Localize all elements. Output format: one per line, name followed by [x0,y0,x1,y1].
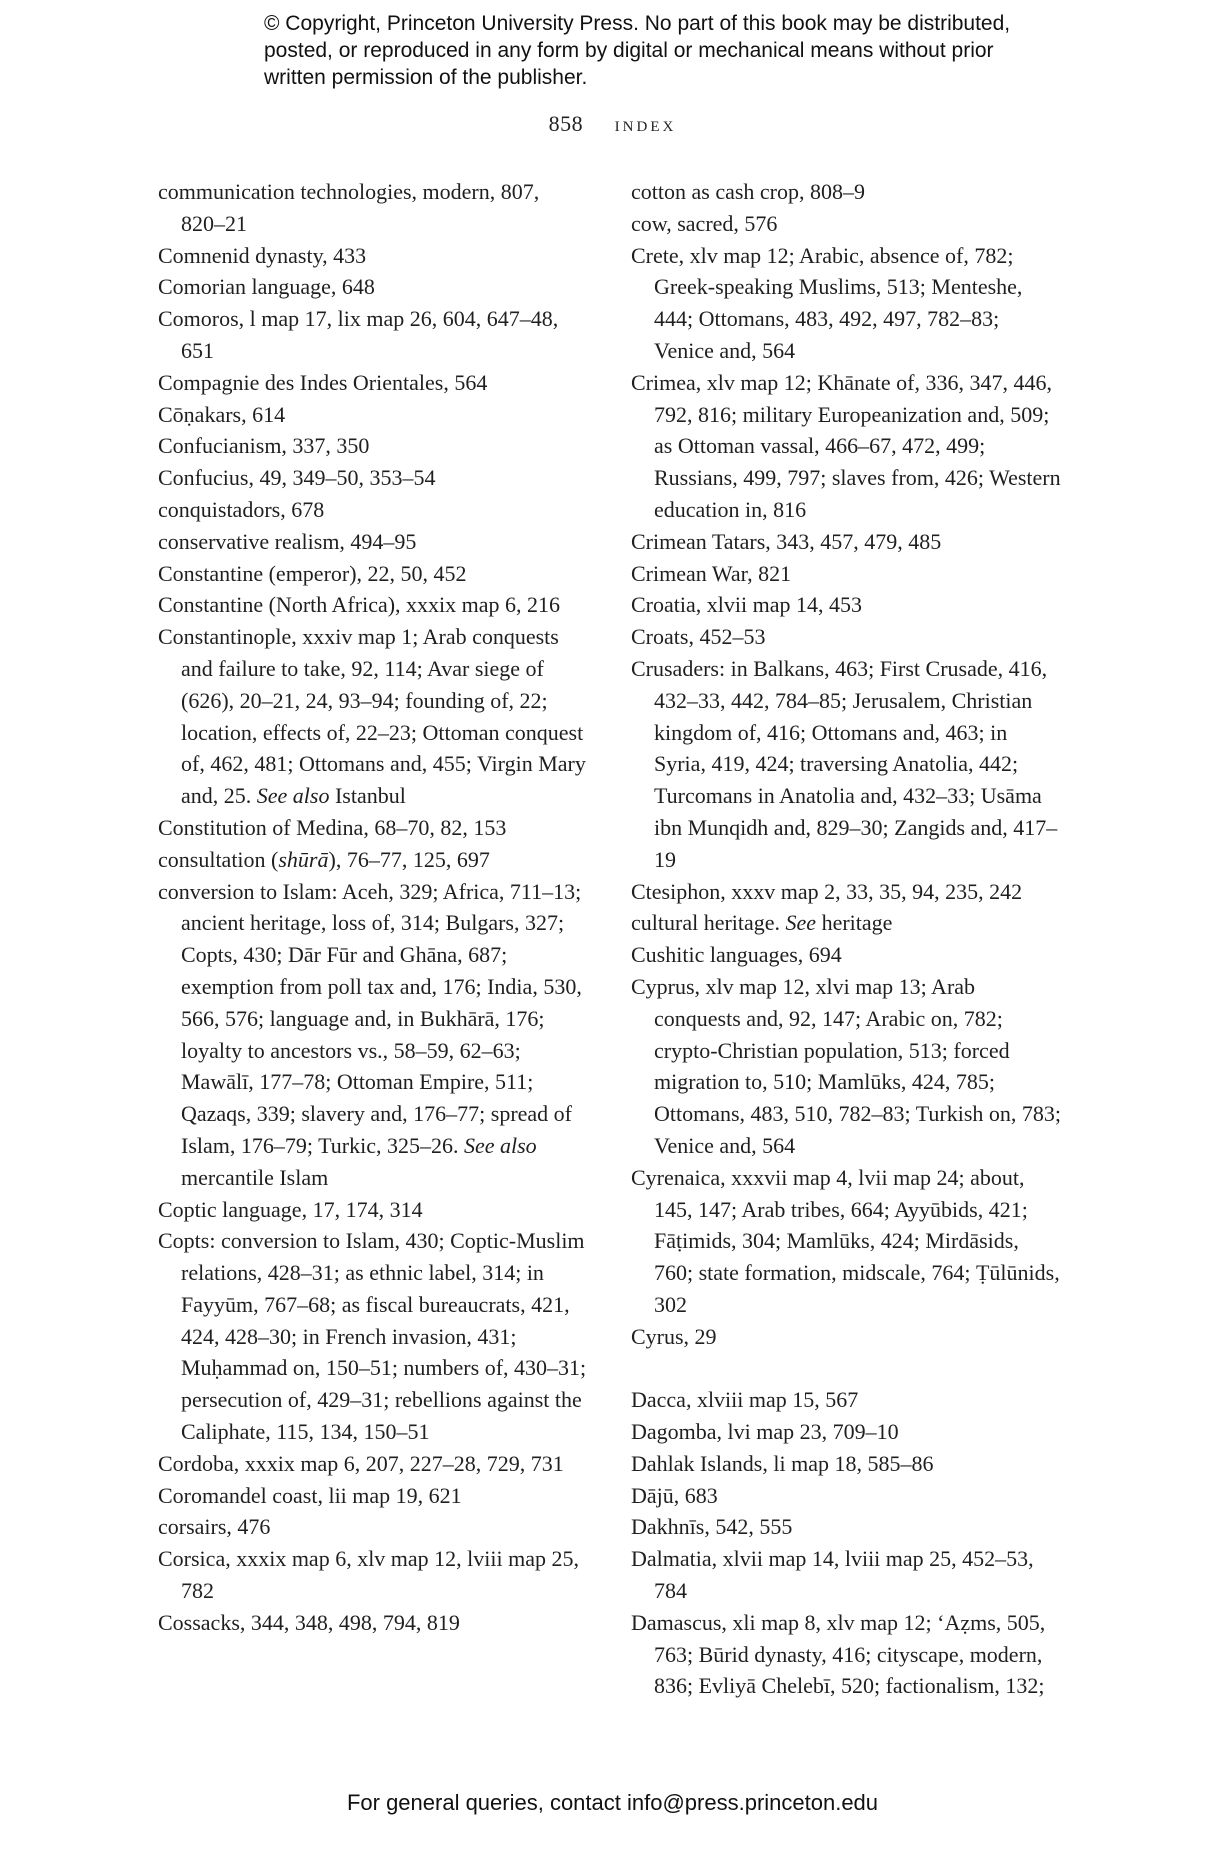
index-entry: Confucius, 49, 349–50, 353–54 [158,465,436,491]
index-entry: Crimea, xlv map 12; Khānate of, 336, 347, 446, 792, 816; military Europeanization and, 509; as Ottoman vassal, 466–67, 472, 499; Russians, 499, 797; slaves from, 426; Western education in, 816 [631,369,1061,522]
page-number: 858 [548,111,584,136]
index-entry: Cyrenaica, xxxvii map 4, lvii map 24; about, 145, 147; Arab tribes, 664; Ayyūbids, 421; Fāṭimids, 304; Mamlūks, 424; Mirdāsids, 760; state formation, midscale, 764; Ṭūlūnids, 302 [631,1164,1060,1317]
index-entry: Dalmatia, xlvii map 14, lviii map 25, 452–53, 784 [631,1546,1034,1604]
index-column-right [631,176,1063,1702]
index-entry: Crete, xlv map 12; Arabic, absence of, 782; Greek-speaking Muslims, 513; Menteshe, 444; Ottomans, 483, 492, 497, 782–83; Venice and, 564 [631,242,1023,363]
index-entry: Crimean Tatars, 343, 457, 479, 485 [631,528,942,554]
index-entry: conversion to Islam: Aceh, 329; Africa, 711–13; ancient heritage, loss of, 314; Bulgars, 327; Copts, 430; Dār Fūr and Ghāna, 687; exemption from poll tax and, 176; India, 530, 566, 576; language and, in Bukhārā, 176; loyalty to ancestors vs., 58–59, 62–63; Mawālī, 177–78; Ottoman Empire, 511; Qazaqs, 339; slavery and, 176–77; spread of Islam, 176–79; Turkic, 325–26. See also mercantile Islam [158,878,582,1190]
index-entry: conquistadors, 678 [158,496,325,522]
index-entry: Comnenid dynasty, 433 [158,242,367,268]
index-entry: Copts: conversion to Islam, 430; Coptic-Muslim relations, 428–31; as ethnic label, 314; in Fayyūm, 767–68; as fiscal bureaucrats, 421, 424, 428–30; in French invasion, 431; Muḥammad on, 150–51; numbers of, 430–31; persecution of, 429–31; rebellions against the Caliphate, 115, 134, 150–51 [158,1228,587,1445]
index-entry: Comorian language, 648 [158,274,375,300]
section-title: index [614,111,677,136]
index-entry: conservative realism, 494–95 [158,528,417,554]
index-entry: Cyrus, 29 [631,1323,717,1349]
index-entry: Crusaders: in Balkans, 463; First Crusade, 416, 432–33, 442, 784–85; Jerusalem, Christian kingdom of, 416; Ottomans and, 463; in Syria, 419, 424; traversing Anatolia, 442; Turcomans in Anatolia and, 432–33; Usāma ibn Munqidh and, 829–30; Zangids and, 417–19 [631,655,1058,872]
index-entry: Crimean War, 821 [631,560,792,586]
index-entry: Constantinople, xxxiv map 1; Arab conquests and failure to take, 92, 114; Avar siege of (626), 20–21, 24, 93–94; founding of, 22; location, effects of, 22–23; Ottoman conquest of, 462, 481; Ottomans and, 455; Virgin Mary and, 25. See also Istanbul [158,624,586,809]
index-entry: Cōṇakars, 614 [158,401,286,427]
index-entry: Constitution of Medina, 68–70, 82, 153 [158,814,507,840]
index-entry: Coromandel coast, lii map 19, 621 [158,1482,462,1508]
index-entry: Confucianism, 337, 350 [158,433,370,459]
index-entry: Dahlak Islands, li map 18, 585–86 [631,1450,934,1476]
index-entry: consultation (shūrā), 76–77, 125, 697 [158,846,490,872]
index-entry: Comoros, l map 17, lix map 26, 604, 647–48, 651 [158,306,559,363]
index-entry: Dagomba, lvi map 23, 709–10 [631,1419,899,1445]
index-entry: cow, sacred, 576 [631,210,778,236]
index-entry: communication technologies, modern, 807, 820–21 [158,179,540,236]
index-entry: Ctesiphon, xxxv map 2, 33, 35, 94, 235, 242 [631,878,1023,904]
index-entry: Cushitic languages, 694 [631,942,842,968]
index-entry: Cossacks, 344, 348, 498, 794, 819 [158,1609,460,1635]
copyright-notice: © Copyright, Princeton University Press. No part of this book may be distributed, posted, or reproduced in any form by digital or mechanical means without prior written permission of the publisher. [264,12,1011,89]
index-entry: Dakhnīs, 542, 555 [631,1514,793,1540]
index-entry: Compagnie des Indes Orientales, 564 [158,369,488,395]
index-column-left [158,176,588,1639]
index-entry: Constantine (emperor), 22, 50, 452 [158,560,467,586]
index-entry: Corsica, xxxix map 6, xlv map 12, lviii map 25, 782 [158,1546,580,1604]
letter-group-gap [631,1352,1063,1384]
index-entry: cotton as cash crop, 808–9 [631,179,865,204]
index-entry: Dājū, 683 [631,1482,718,1508]
index-entry: Damascus, xli map 8, xlv map 12; ‘Aẓms, 505, 763; Būrid dynasty, 416; cityscape, modern, 836; Evliyā Chelebī, 520; factionalism, 132; [631,1609,1046,1699]
index-entry: Croatia, xlvii map 14, 453 [631,592,862,618]
index-entry: Croats, 452–53 [631,624,766,650]
running-head [0,111,1225,137]
footer-contact: For general queries, contact info@press.princeton.edu [346,1790,879,1815]
index-entry: Coptic language, 17, 174, 314 [158,1196,423,1222]
index-entry: Cyprus, xlv map 12, xlvi map 13; Arab conquests and, 92, 147; Arabic on, 782; crypto-Christian population, 513; forced migration to, 510; Mamlūks, 424, 785; Ottomans, 483, 510, 782–83; Turkish on, 783; Venice and, 564 [631,973,1062,1158]
index-entry: corsairs, 476 [158,1514,271,1540]
index-entry: Cordoba, xxxix map 6, 207, 227–28, 729, 731 [158,1450,564,1476]
index-entry: Dacca, xlviii map 15, 567 [631,1387,859,1413]
index-entry: cultural heritage. See heritage [631,910,893,936]
index-entry: Constantine (North Africa), xxxix map 6, 216 [158,592,561,618]
